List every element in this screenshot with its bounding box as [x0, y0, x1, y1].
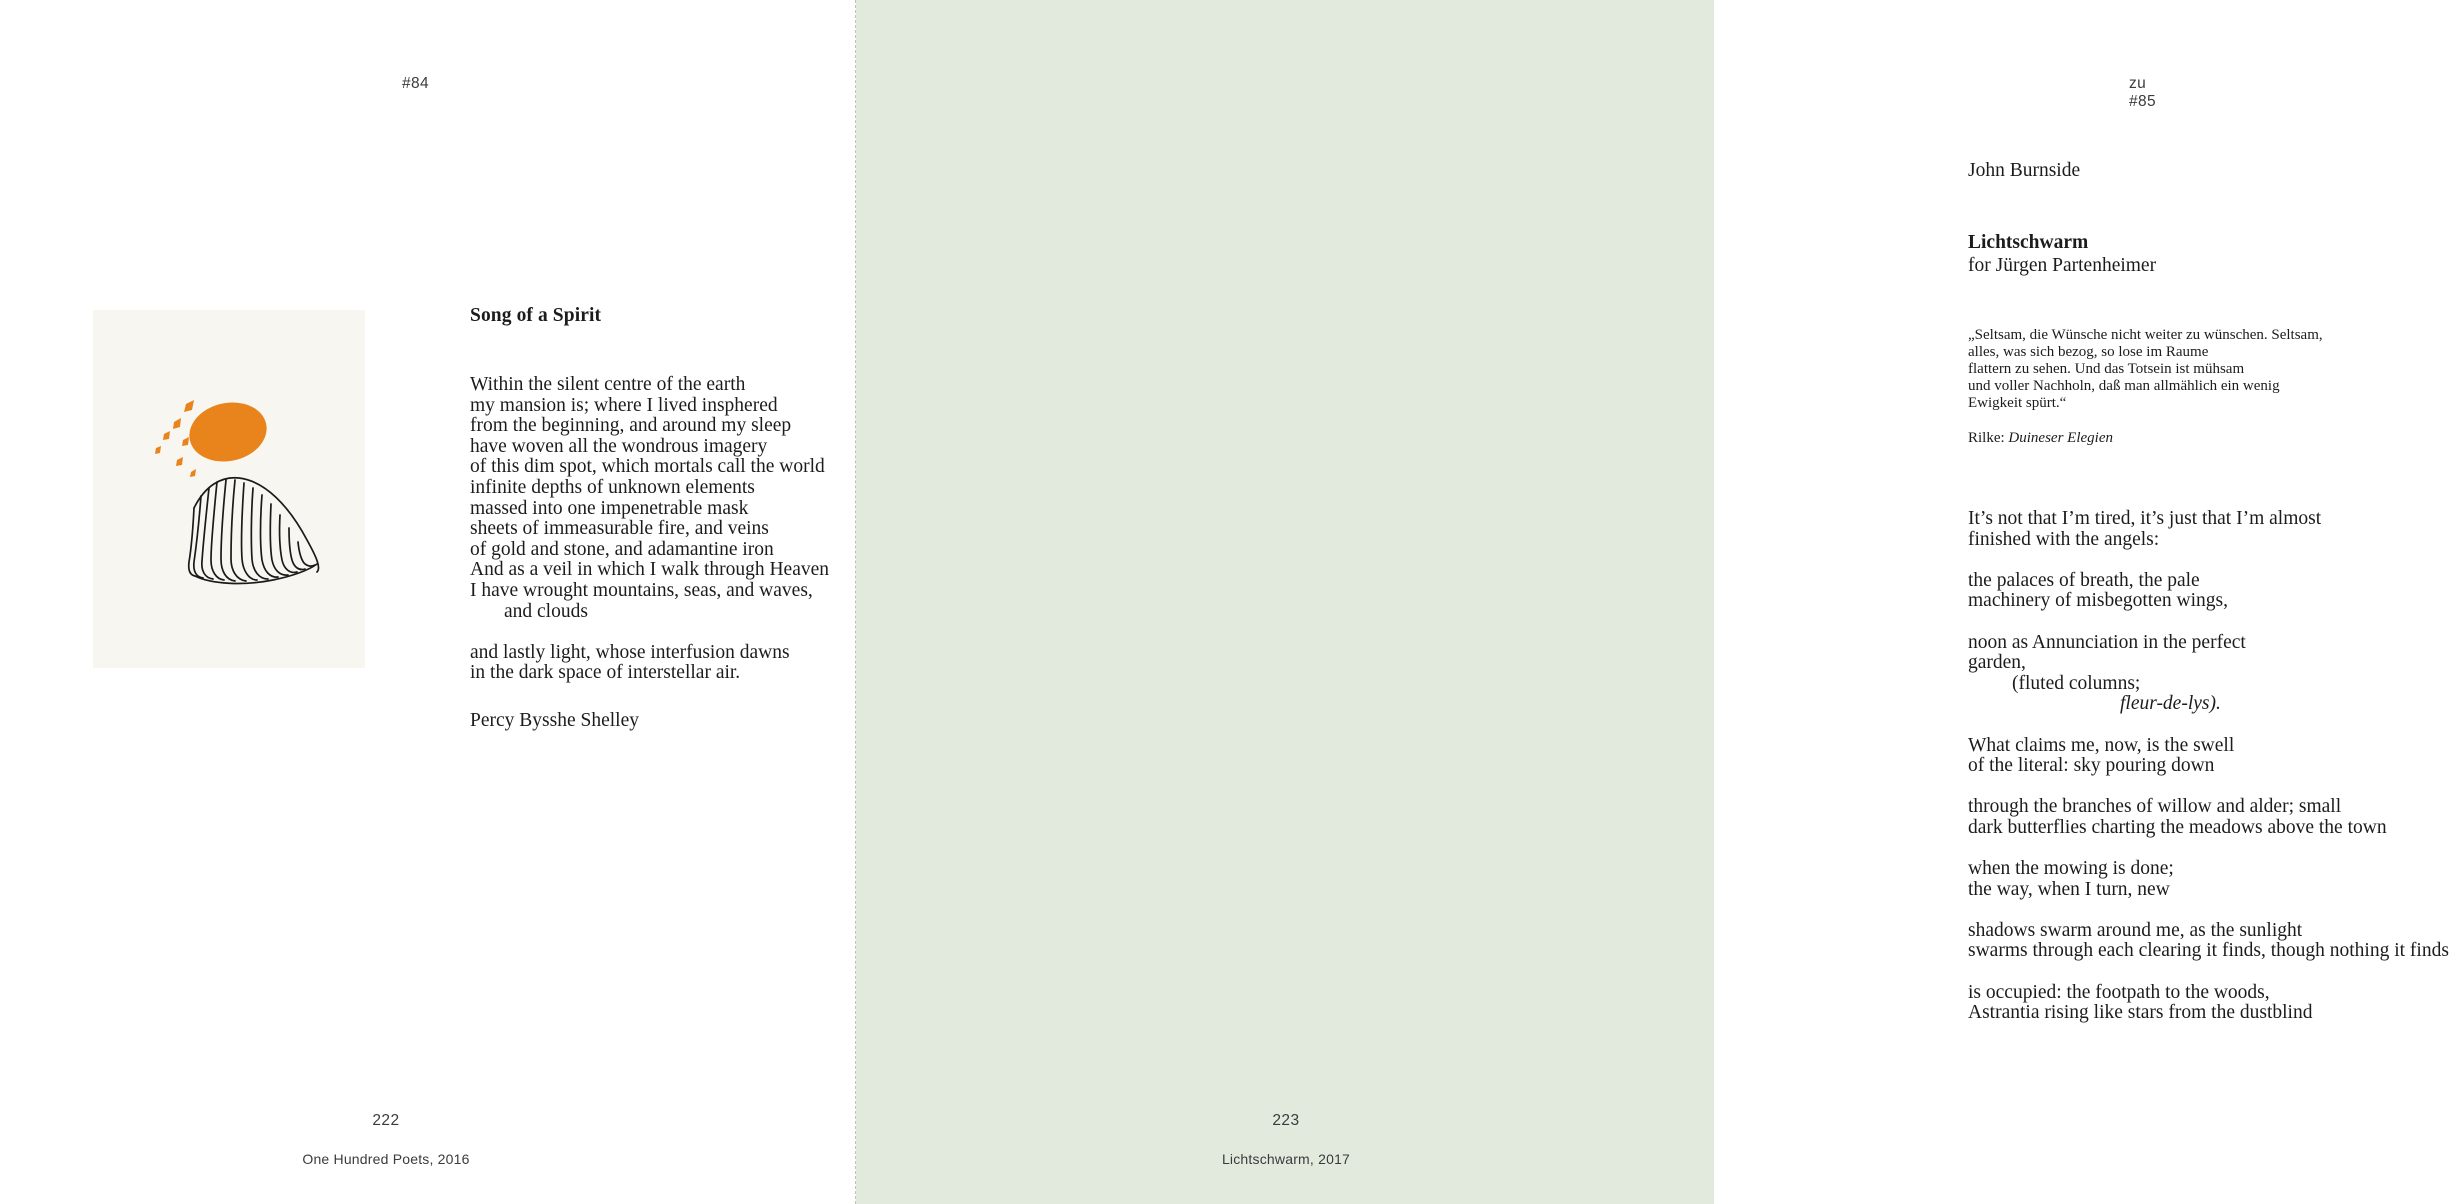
poem-line: infinite depths of unknown elements: [470, 476, 755, 498]
stanza-gap: [1968, 777, 2438, 798]
poem-line: have woven all the wondrous imagery: [470, 435, 768, 457]
poem-line: of gold and stone, and adamantine iron: [470, 538, 774, 560]
poem-line-indented-italic: [1968, 694, 2438, 715]
poem-line: What claims me, now, is the swell: [1968, 734, 2235, 756]
poem-line: massed into one impenetrable mask: [470, 497, 749, 519]
poem-line: of the literal: sky pouring down: [1968, 755, 2215, 777]
poem-line: shadows swarm around me, as the sunlight: [1968, 919, 2303, 941]
poem-line-indented: and clouds: [504, 600, 588, 622]
poem-line: from the beginning, and around my sleep: [470, 415, 792, 437]
poem-line: Within the silent centre of the earth: [470, 374, 746, 395]
poem-line: of this dim spot, which mortals call the world: [470, 456, 825, 478]
illustration-artwork: [93, 310, 365, 668]
stanza-gap: [1968, 550, 2438, 571]
poem-line: It’s not that I’m tired, it’s just that I’m almost: [1968, 508, 2322, 529]
orange-blob-shape: [184, 396, 272, 469]
poem-line: is occupied: the footpath to the woods,: [1968, 981, 2270, 1003]
stanza-gap: [1968, 839, 2438, 860]
right-page: [856, 0, 2449, 1204]
poem-line: I have wrought mountains, seas, and waves,: [470, 579, 813, 601]
running-head-right: zu #85: [2129, 75, 2157, 110]
epigraph-line: alles, was sich bezog, so lose im Raume: [1968, 344, 2209, 360]
poem-line: swarms through each clearing it finds, though nothing it finds: [1968, 940, 2449, 962]
epigraph-line: und voller Nachholn, daß man allmählich ein wenig: [1968, 378, 2280, 394]
epigraph-line: „Seltsam, die Wünsche nicht weiter zu wünschen. Seltsam,: [1968, 327, 2323, 343]
poem-author: Percy Bysshe Shelley: [470, 709, 639, 731]
poem-author-name: John Burnside: [1968, 160, 2081, 181]
stanza-gap: [1968, 900, 2438, 921]
poem-line: dark butterflies charting the meadows above the town: [1968, 816, 2387, 838]
right-footer: [1186, 1112, 1386, 1167]
epigraph-line: Ewigkeit spürt.“: [1968, 395, 2067, 411]
poem-line-blank: [470, 622, 800, 643]
poem-line-italic-text: fleur-de-lys).: [2120, 693, 2221, 715]
poem-line: garden,: [1968, 652, 2026, 674]
running-head-left: #84: [402, 75, 430, 92]
right-poem-column: [1968, 160, 2449, 1024]
epigraph-block: [1968, 327, 2438, 447]
stanza-gap: [1968, 612, 2438, 633]
page-number-left: 222: [372, 1112, 400, 1129]
poem-line: noon as Annunciation in the perfect: [1968, 631, 2246, 653]
poem-line: And as a veil in which I walk through Heaven: [470, 559, 830, 581]
poem-title-block: [1968, 232, 2438, 277]
line-drawing-mound: [189, 478, 319, 584]
poem-line: my mansion is; where I lived insphered: [470, 394, 778, 416]
epigraph-source-prefix: Rilke:: [1968, 430, 2009, 446]
artwork-svg: [93, 310, 365, 668]
poem-line: the palaces of breath, the pale: [1968, 569, 2200, 591]
poem-line: machinery of misbegotten wings,: [1968, 590, 2228, 612]
poem-title: Song of a Spirit: [470, 305, 602, 326]
poem-line-indented: (fluted columns;: [2012, 672, 2141, 694]
poem-body: [1968, 508, 2449, 1024]
stanza-gap: [1968, 962, 2438, 983]
poem-line: finished with the angels:: [1968, 528, 2160, 550]
poem-line: Astrantia rising like stars from the dustblind: [1968, 1002, 2313, 1024]
poem-line: when the mowing is done;: [1968, 858, 2174, 880]
poem-line: through the branches of willow and alder; small: [1968, 796, 2342, 818]
poem-line: the way, when I turn, new: [1968, 878, 2170, 900]
left-poem-column: [470, 305, 830, 732]
poem-title: Lichtschwarm: [1968, 232, 2089, 253]
epigraph-source-title: Duineser Elegien: [2008, 430, 2113, 446]
page-number-right: 223: [1272, 1112, 1300, 1129]
left-footer: [286, 1112, 486, 1167]
stanza-gap: [1968, 715, 2438, 736]
epigraph-source: [1968, 430, 2438, 447]
source-caption-left: One Hundred Poets, 2016: [302, 1151, 470, 1167]
gutter-fold-line: [855, 0, 856, 1204]
left-page: [0, 0, 856, 1204]
poem-line: sheets of immeasurable fire, and veins: [470, 518, 769, 540]
source-caption-right: Lichtschwarm, 2017: [1221, 1151, 1351, 1167]
poem-dedication: for Jürgen Partenheimer: [1968, 255, 2157, 276]
poem-line: and lastly light, whose interfusion dawns: [470, 641, 790, 663]
epigraph-line: flattern zu sehen. Und das Totsein ist mühsam: [1968, 361, 2245, 377]
poem-line: in the dark space of interstellar air.: [470, 662, 741, 684]
poem-body: [470, 374, 830, 684]
